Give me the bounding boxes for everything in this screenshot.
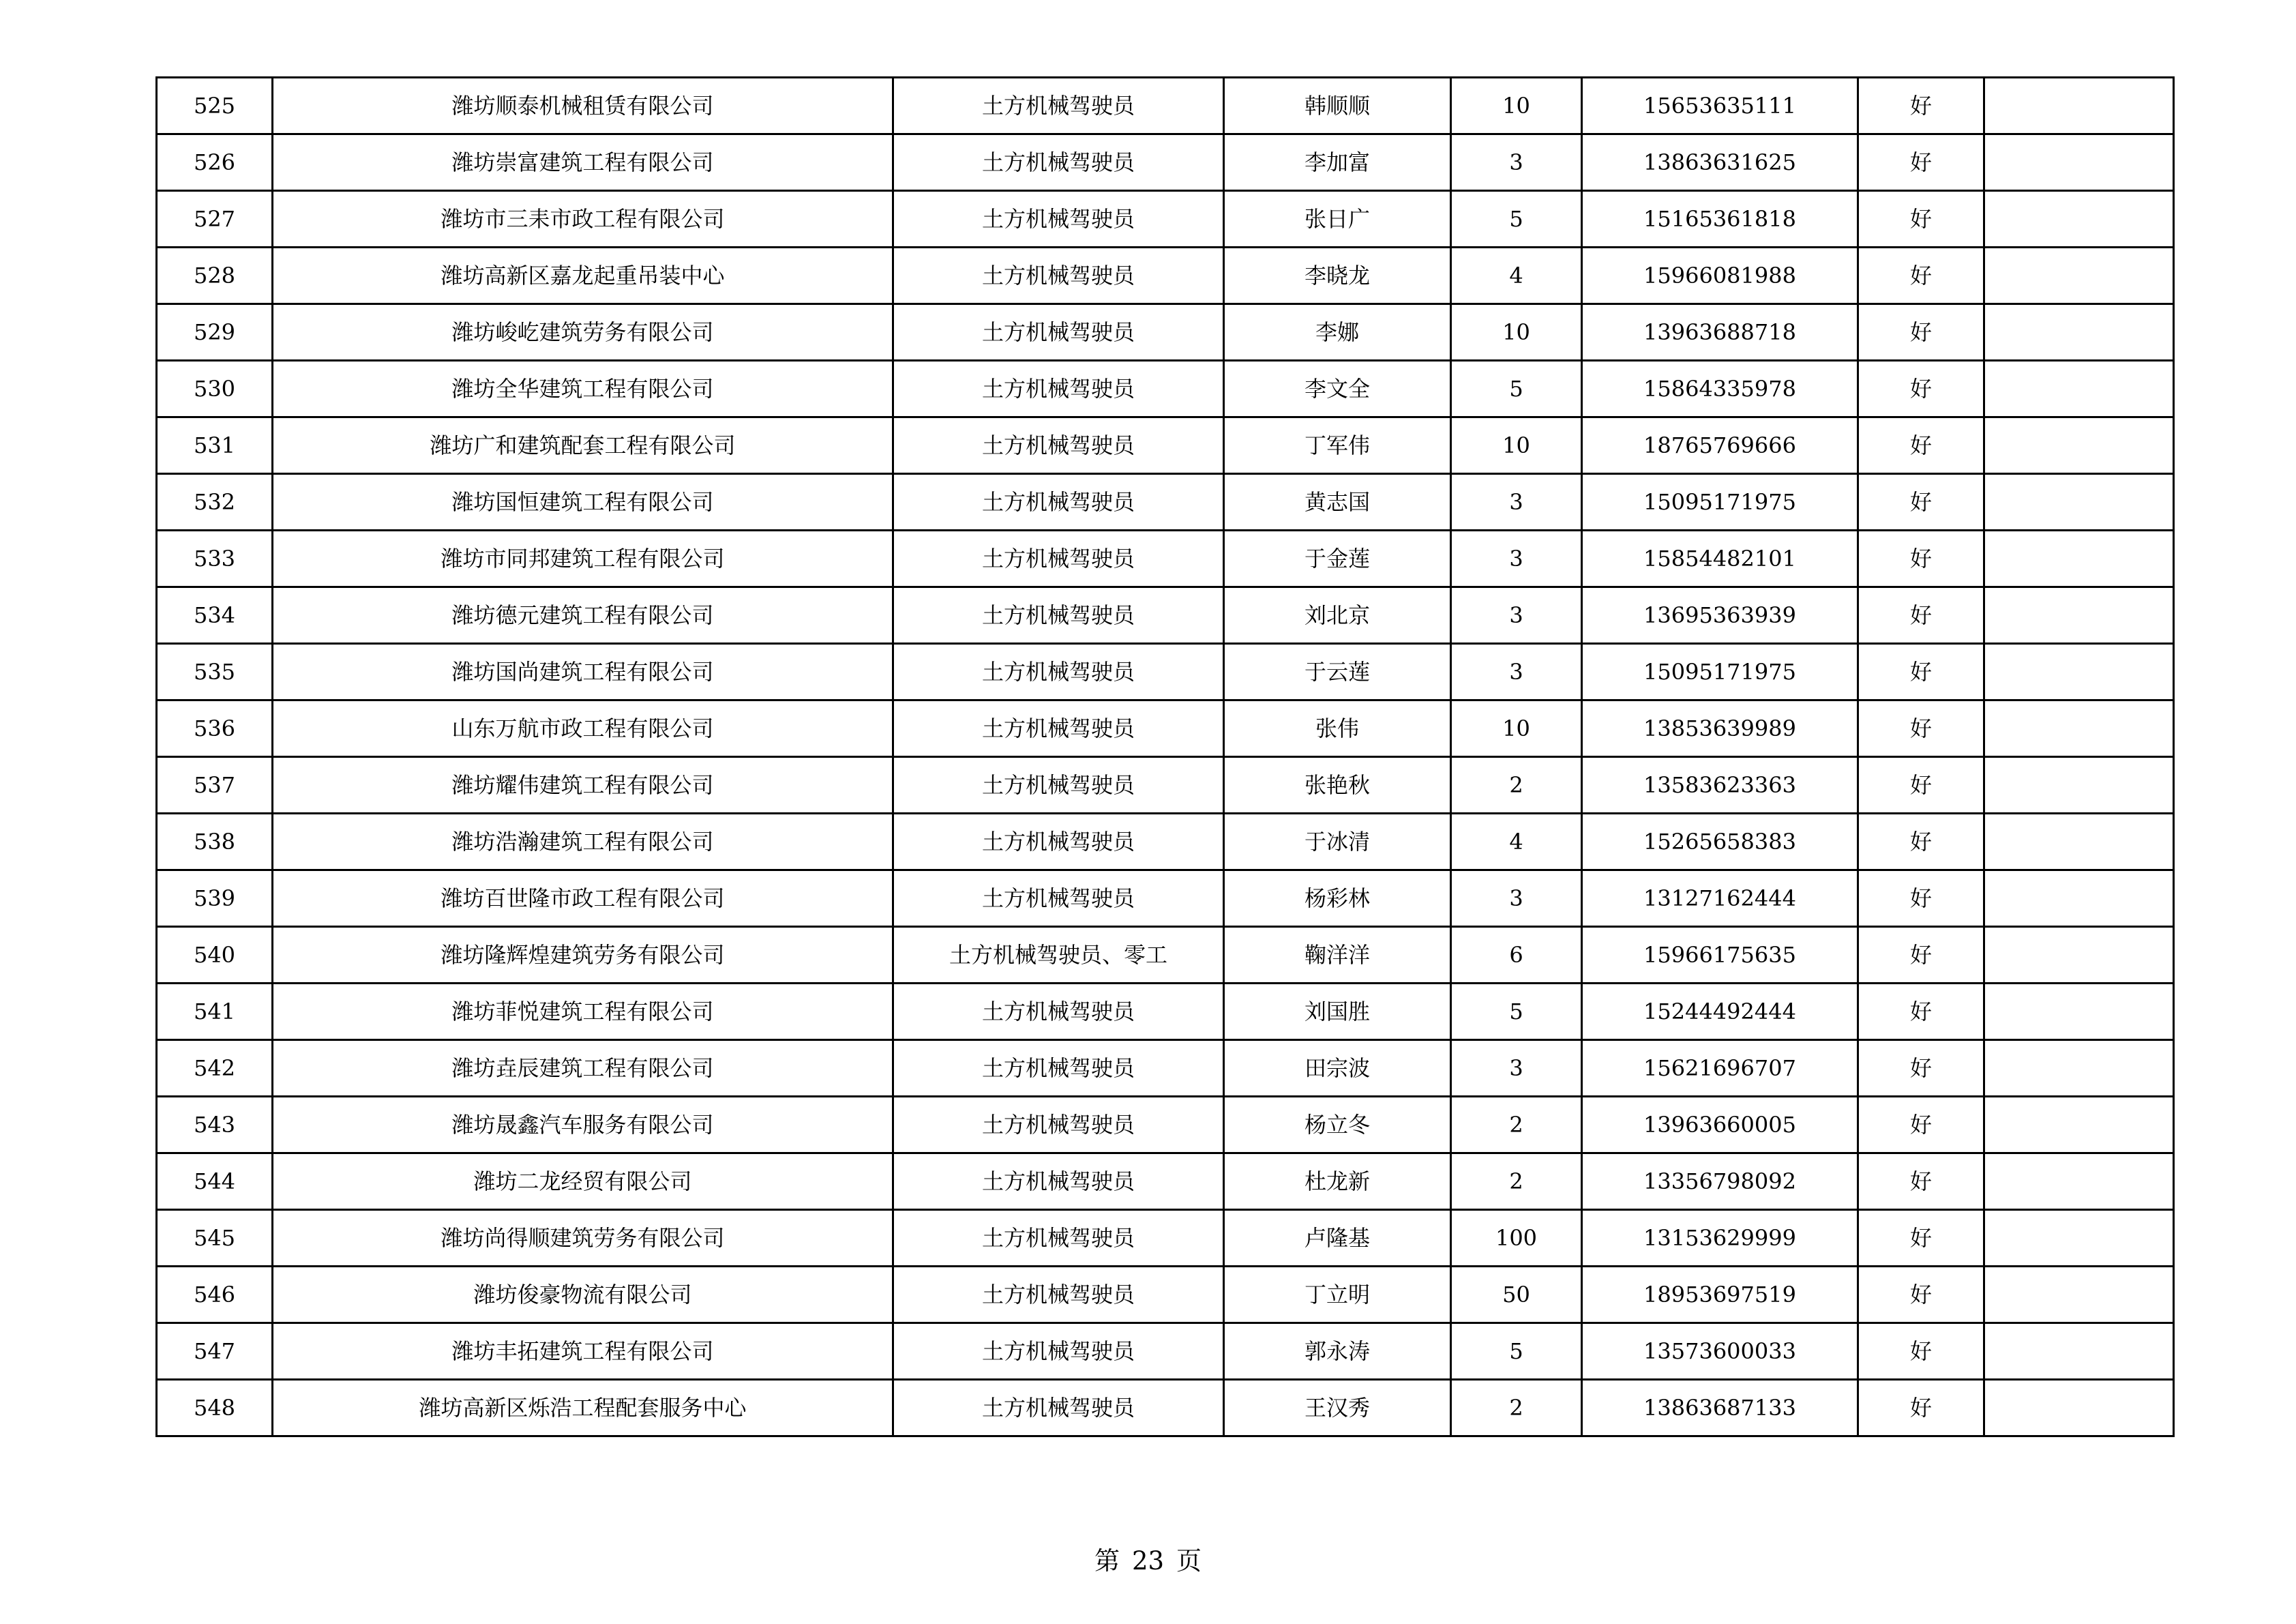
row-number-cell: 530 [157, 361, 273, 417]
phone-cell: 15653635111 [1582, 78, 1858, 134]
rating-cell: 好 [1858, 361, 1984, 417]
company-name-cell: 潍坊百世隆市政工程有限公司 [273, 870, 893, 927]
rating-cell: 好 [1858, 191, 1984, 248]
rating-cell: 好 [1858, 1097, 1984, 1153]
note-cell [1984, 757, 2174, 814]
position-cell: 土方机械驾驶员 [893, 814, 1224, 870]
headcount-cell: 3 [1451, 134, 1582, 191]
row-number-cell: 541 [157, 984, 273, 1040]
position-cell: 土方机械驾驶员 [893, 134, 1224, 191]
row-number-cell: 536 [157, 700, 273, 757]
phone-cell: 15966175635 [1582, 927, 1858, 984]
position-cell: 土方机械驾驶员 [893, 78, 1224, 134]
note-cell [1984, 134, 2174, 191]
headcount-cell: 3 [1451, 870, 1582, 927]
contact-person-cell: 杨彩林 [1224, 870, 1451, 927]
note-cell [1984, 474, 2174, 531]
company-name-cell: 潍坊崇富建筑工程有限公司 [273, 134, 893, 191]
note-cell [1984, 417, 2174, 474]
table-row [157, 984, 2174, 1040]
phone-cell: 15244492444 [1582, 984, 1858, 1040]
note-cell [1984, 78, 2174, 134]
company-name-cell: 潍坊广和建筑配套工程有限公司 [273, 417, 893, 474]
phone-cell: 13963660005 [1582, 1097, 1858, 1153]
phone-cell: 13127162444 [1582, 870, 1858, 927]
company-name-cell: 潍坊丰拓建筑工程有限公司 [273, 1323, 893, 1380]
phone-cell: 15864335978 [1582, 361, 1858, 417]
headcount-cell: 5 [1451, 1323, 1582, 1380]
table-row [157, 134, 2174, 191]
row-number-cell: 537 [157, 757, 273, 814]
phone-cell: 15265658383 [1582, 814, 1858, 870]
position-cell: 土方机械驾驶员 [893, 1097, 1224, 1153]
table-row [157, 1040, 2174, 1097]
page-label-suffix: 页 [1176, 1546, 1202, 1576]
phone-cell: 13153629999 [1582, 1210, 1858, 1267]
company-name-cell: 潍坊顺泰机械租赁有限公司 [273, 78, 893, 134]
row-number-cell: 544 [157, 1153, 273, 1210]
headcount-cell: 3 [1451, 474, 1582, 531]
rating-cell: 好 [1858, 134, 1984, 191]
contact-person-cell: 于冰清 [1224, 814, 1451, 870]
row-number-cell: 539 [157, 870, 273, 927]
rating-cell: 好 [1858, 644, 1984, 700]
contact-person-cell: 王汉秀 [1224, 1380, 1451, 1436]
rating-cell: 好 [1858, 870, 1984, 927]
row-number-cell: 543 [157, 1097, 273, 1153]
position-cell: 土方机械驾驶员 [893, 417, 1224, 474]
note-cell [1984, 191, 2174, 248]
rating-cell: 好 [1858, 304, 1984, 361]
position-cell: 土方机械驾驶员 [893, 870, 1224, 927]
contact-person-cell: 李晓龙 [1224, 248, 1451, 304]
note-cell [1984, 304, 2174, 361]
phone-cell: 15095171975 [1582, 644, 1858, 700]
contact-person-cell: 张伟 [1224, 700, 1451, 757]
rating-cell: 好 [1858, 1210, 1984, 1267]
table-row [157, 248, 2174, 304]
contact-person-cell: 张艳秋 [1224, 757, 1451, 814]
headcount-cell: 5 [1451, 361, 1582, 417]
note-cell [1984, 248, 2174, 304]
position-cell: 土方机械驾驶员 [893, 474, 1224, 531]
headcount-cell: 2 [1451, 1097, 1582, 1153]
company-name-cell: 潍坊国尚建筑工程有限公司 [273, 644, 893, 700]
position-cell: 土方机械驾驶员 [893, 1323, 1224, 1380]
page-number: 23 [1131, 1546, 1165, 1576]
headcount-cell: 10 [1451, 417, 1582, 474]
position-cell: 土方机械驾驶员、零工 [893, 927, 1224, 984]
row-number-cell: 528 [157, 248, 273, 304]
table-row [157, 78, 2174, 134]
note-cell [1984, 644, 2174, 700]
note-cell [1984, 587, 2174, 644]
contact-person-cell: 刘国胜 [1224, 984, 1451, 1040]
company-name-cell: 潍坊峻屹建筑劳务有限公司 [273, 304, 893, 361]
position-cell: 土方机械驾驶员 [893, 361, 1224, 417]
phone-cell: 15095171975 [1582, 474, 1858, 531]
row-number-cell: 538 [157, 814, 273, 870]
table-row [157, 191, 2174, 248]
contact-person-cell: 丁立明 [1224, 1267, 1451, 1323]
position-cell: 土方机械驾驶员 [893, 304, 1224, 361]
table-body [157, 78, 2174, 1436]
contact-person-cell: 鞠洋洋 [1224, 927, 1451, 984]
contact-person-cell: 刘北京 [1224, 587, 1451, 644]
rating-cell: 好 [1858, 927, 1984, 984]
phone-cell: 13356798092 [1582, 1153, 1858, 1210]
position-cell: 土方机械驾驶员 [893, 191, 1224, 248]
headcount-cell: 10 [1451, 700, 1582, 757]
table-row [157, 1097, 2174, 1153]
note-cell [1984, 700, 2174, 757]
rating-cell: 好 [1858, 248, 1984, 304]
company-name-cell: 潍坊尚得顺建筑劳务有限公司 [273, 1210, 893, 1267]
position-cell: 土方机械驾驶员 [893, 587, 1224, 644]
table-row [157, 587, 2174, 644]
rating-cell: 好 [1858, 1267, 1984, 1323]
headcount-cell: 3 [1451, 1040, 1582, 1097]
row-number-cell: 542 [157, 1040, 273, 1097]
position-cell: 土方机械驾驶员 [893, 1153, 1224, 1210]
table-row [157, 531, 2174, 587]
position-cell: 土方机械驾驶员 [893, 531, 1224, 587]
headcount-cell: 5 [1451, 191, 1582, 248]
note-cell [1984, 1097, 2174, 1153]
row-number-cell: 525 [157, 78, 273, 134]
contact-person-cell: 杜龙新 [1224, 1153, 1451, 1210]
table-row [157, 417, 2174, 474]
phone-cell: 18953697519 [1582, 1267, 1858, 1323]
contact-person-cell: 于金莲 [1224, 531, 1451, 587]
table-row [157, 927, 2174, 984]
phone-cell: 15165361818 [1582, 191, 1858, 248]
note-cell [1984, 1040, 2174, 1097]
company-name-cell: 潍坊隆辉煌建筑劳务有限公司 [273, 927, 893, 984]
headcount-cell: 50 [1451, 1267, 1582, 1323]
rating-cell: 好 [1858, 417, 1984, 474]
table-row [157, 1153, 2174, 1210]
phone-cell: 13963688718 [1582, 304, 1858, 361]
rating-cell: 好 [1858, 78, 1984, 134]
company-name-cell: 潍坊俊豪物流有限公司 [273, 1267, 893, 1323]
rating-cell: 好 [1858, 531, 1984, 587]
contact-person-cell: 于云莲 [1224, 644, 1451, 700]
company-name-cell: 潍坊高新区烁浩工程配套服务中心 [273, 1380, 893, 1436]
phone-cell: 13573600033 [1582, 1323, 1858, 1380]
phone-cell: 13853639989 [1582, 700, 1858, 757]
contact-person-cell: 卢隆基 [1224, 1210, 1451, 1267]
headcount-cell: 2 [1451, 757, 1582, 814]
phone-cell: 15854482101 [1582, 531, 1858, 587]
table-row [157, 1210, 2174, 1267]
rating-cell: 好 [1858, 757, 1984, 814]
note-cell [1984, 1153, 2174, 1210]
table-row [157, 1323, 2174, 1380]
company-name-cell: 山东万航市政工程有限公司 [273, 700, 893, 757]
phone-cell: 13863631625 [1582, 134, 1858, 191]
table-row [157, 1380, 2174, 1436]
table-row [157, 1267, 2174, 1323]
table-row [157, 757, 2174, 814]
note-cell [1984, 1210, 2174, 1267]
note-cell [1984, 814, 2174, 870]
table-row [157, 700, 2174, 757]
company-name-cell: 潍坊市三耒市政工程有限公司 [273, 191, 893, 248]
note-cell [1984, 1380, 2174, 1436]
headcount-cell: 2 [1451, 1153, 1582, 1210]
position-cell: 土方机械驾驶员 [893, 1380, 1224, 1436]
table-row [157, 361, 2174, 417]
contact-person-cell: 李文全 [1224, 361, 1451, 417]
headcount-cell: 3 [1451, 644, 1582, 700]
row-number-cell: 535 [157, 644, 273, 700]
row-number-cell: 540 [157, 927, 273, 984]
company-name-cell: 潍坊国恒建筑工程有限公司 [273, 474, 893, 531]
contact-person-cell: 黄志国 [1224, 474, 1451, 531]
company-name-cell: 潍坊晟鑫汽车服务有限公司 [273, 1097, 893, 1153]
contact-person-cell: 丁军伟 [1224, 417, 1451, 474]
row-number-cell: 534 [157, 587, 273, 644]
row-number-cell: 529 [157, 304, 273, 361]
company-name-cell: 潍坊菲悦建筑工程有限公司 [273, 984, 893, 1040]
company-name-cell: 潍坊二龙经贸有限公司 [273, 1153, 893, 1210]
company-name-cell: 潍坊浩瀚建筑工程有限公司 [273, 814, 893, 870]
position-cell: 土方机械驾驶员 [893, 1267, 1224, 1323]
table-row [157, 474, 2174, 531]
table-row [157, 304, 2174, 361]
row-number-cell: 547 [157, 1323, 273, 1380]
note-cell [1984, 870, 2174, 927]
rating-cell: 好 [1858, 814, 1984, 870]
table-row [157, 644, 2174, 700]
note-cell [1984, 1323, 2174, 1380]
company-name-cell: 潍坊高新区嘉龙起重吊装中心 [273, 248, 893, 304]
row-number-cell: 531 [157, 417, 273, 474]
note-cell [1984, 984, 2174, 1040]
company-name-cell: 潍坊耀伟建筑工程有限公司 [273, 757, 893, 814]
rating-cell: 好 [1858, 1323, 1984, 1380]
headcount-cell: 5 [1451, 984, 1582, 1040]
row-number-cell: 533 [157, 531, 273, 587]
row-number-cell: 545 [157, 1210, 273, 1267]
note-cell [1984, 361, 2174, 417]
headcount-cell: 4 [1451, 248, 1582, 304]
position-cell: 土方机械驾驶员 [893, 1040, 1224, 1097]
contact-person-cell: 张日广 [1224, 191, 1451, 248]
headcount-cell: 6 [1451, 927, 1582, 984]
rating-cell: 好 [1858, 474, 1984, 531]
contact-person-cell: 李娜 [1224, 304, 1451, 361]
note-cell [1984, 927, 2174, 984]
rating-cell: 好 [1858, 984, 1984, 1040]
rating-cell: 好 [1858, 587, 1984, 644]
position-cell: 土方机械驾驶员 [893, 700, 1224, 757]
company-name-cell: 潍坊市同邦建筑工程有限公司 [273, 531, 893, 587]
note-cell [1984, 531, 2174, 587]
position-cell: 土方机械驾驶员 [893, 757, 1224, 814]
company-name-cell: 潍坊全华建筑工程有限公司 [273, 361, 893, 417]
contact-person-cell: 郭永涛 [1224, 1323, 1451, 1380]
phone-cell: 15621696707 [1582, 1040, 1858, 1097]
headcount-cell: 4 [1451, 814, 1582, 870]
headcount-cell: 3 [1451, 531, 1582, 587]
position-cell: 土方机械驾驶员 [893, 984, 1224, 1040]
rating-cell: 好 [1858, 1380, 1984, 1436]
headcount-cell: 3 [1451, 587, 1582, 644]
rating-cell: 好 [1858, 1153, 1984, 1210]
company-name-cell: 潍坊德元建筑工程有限公司 [273, 587, 893, 644]
phone-cell: 13863687133 [1582, 1380, 1858, 1436]
phone-cell: 13695363939 [1582, 587, 1858, 644]
page-footer [0, 1548, 2296, 1574]
note-cell [1984, 1267, 2174, 1323]
row-number-cell: 526 [157, 134, 273, 191]
row-number-cell: 532 [157, 474, 273, 531]
position-cell: 土方机械驾驶员 [893, 248, 1224, 304]
phone-cell: 15966081988 [1582, 248, 1858, 304]
contact-person-cell: 杨立冬 [1224, 1097, 1451, 1153]
phone-cell: 13583623363 [1582, 757, 1858, 814]
page-label-prefix: 第 [1094, 1546, 1120, 1576]
rating-cell: 好 [1858, 1040, 1984, 1097]
contact-person-cell: 田宗波 [1224, 1040, 1451, 1097]
company-name-cell: 潍坊垚辰建筑工程有限公司 [273, 1040, 893, 1097]
phone-cell: 18765769666 [1582, 417, 1858, 474]
row-number-cell: 548 [157, 1380, 273, 1436]
headcount-cell: 10 [1451, 78, 1582, 134]
contact-person-cell: 韩顺顺 [1224, 78, 1451, 134]
row-number-cell: 527 [157, 191, 273, 248]
rating-cell: 好 [1858, 700, 1984, 757]
table-row [157, 870, 2174, 927]
recruitment-table [155, 76, 2175, 1437]
table-row [157, 814, 2174, 870]
headcount-cell: 100 [1451, 1210, 1582, 1267]
headcount-cell: 10 [1451, 304, 1582, 361]
position-cell: 土方机械驾驶员 [893, 644, 1224, 700]
position-cell: 土方机械驾驶员 [893, 1210, 1224, 1267]
headcount-cell: 2 [1451, 1380, 1582, 1436]
row-number-cell: 546 [157, 1267, 273, 1323]
contact-person-cell: 李加富 [1224, 134, 1451, 191]
